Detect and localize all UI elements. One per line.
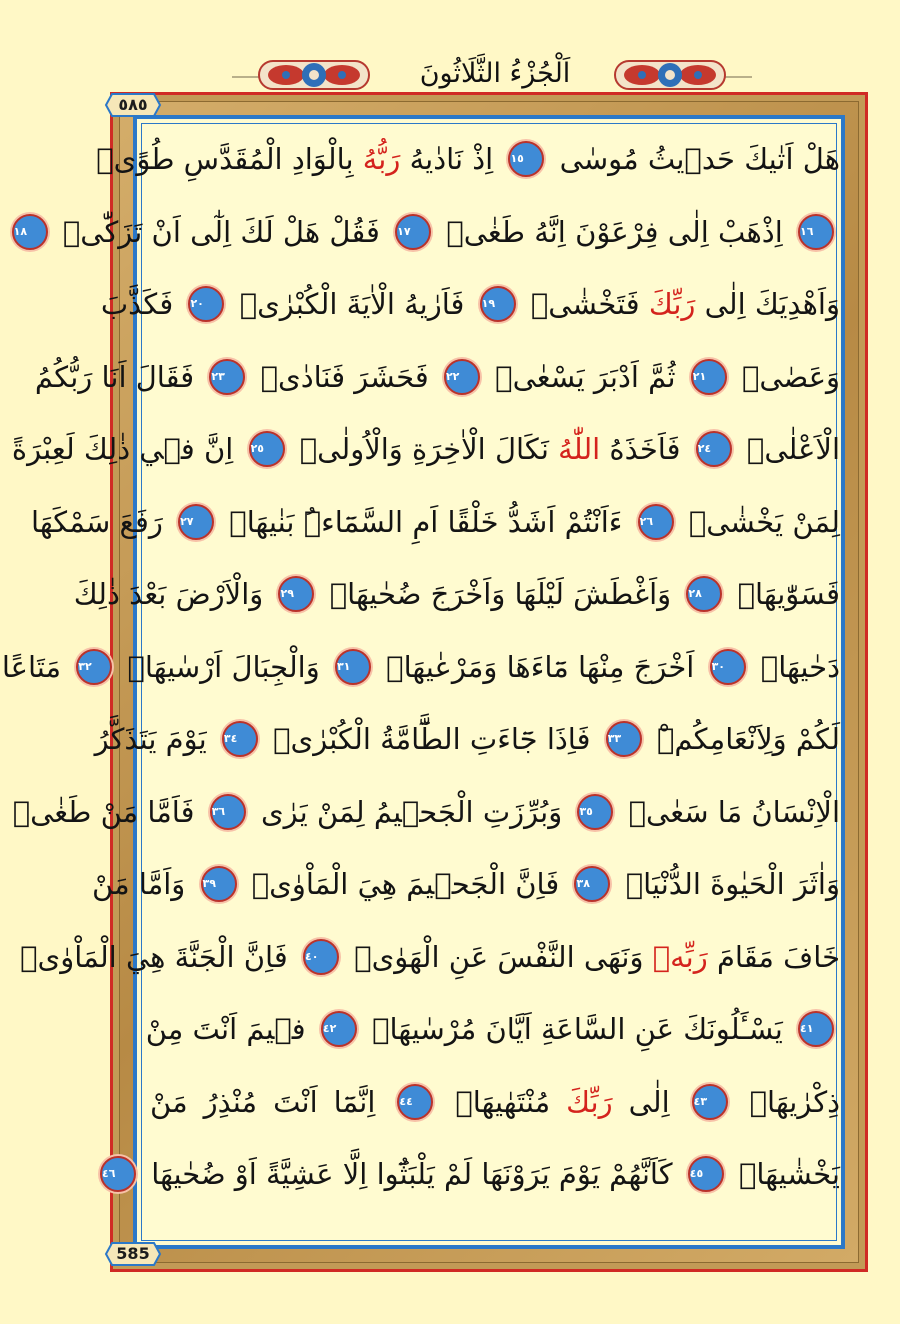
- verse-text: فَاَخَذَهُ: [600, 432, 681, 466]
- ayah-number-marker: ٣١: [335, 649, 371, 685]
- verse-text: فَتَخْشٰىۚ: [530, 287, 640, 321]
- verse-text: الْاِنْسَانُ مَا سَعٰىۙ: [628, 794, 840, 829]
- verse-text: اِذْ نَادٰيهُ: [400, 142, 494, 176]
- ayah-number-marker: ٢٧: [178, 504, 214, 540]
- verse-text: الْاَعْلٰىۘ: [746, 432, 840, 466]
- verse-text: يَسْـَٔلُونَكَ عَنِ السَّاعَةِ اَيَّانَ مُرْسٰيهَاۜ: [372, 1012, 783, 1046]
- text-line: [145, 1000, 840, 1058]
- divine-name-text: رَبِّكَ: [648, 287, 696, 321]
- text-line: [102, 1145, 840, 1203]
- verse-text: ذِكْرٰيهَاۜ: [749, 1084, 841, 1119]
- verse-text: رَفَعَ سَمْكَهَا: [31, 504, 163, 539]
- text-line: [96, 130, 840, 188]
- divine-name-text: اللّٰهُ: [558, 432, 601, 466]
- ayah-number-marker: ٤٢: [321, 1011, 357, 1047]
- text-line: [150, 1073, 840, 1131]
- ayah-number-marker: ٢٠: [188, 286, 224, 322]
- ayah-number-marker: ٣٢: [76, 649, 112, 685]
- text-line: [20, 928, 840, 986]
- verse-text: فَاَمَّا مَنْ طَغٰىۙ: [12, 794, 195, 829]
- ayah-number-marker: ٣٣: [606, 721, 642, 757]
- verse-text: كَاَنَّهُمْ يَوْمَ يَرَوْنَهَا لَمْ يَلْبَثُٓوا اِلَّا عَشِيَّةً اَوْ ضُحٰيهَا: [151, 1157, 673, 1191]
- text-line: [100, 275, 840, 333]
- verse-text: وَاَمَّا مَنْ: [92, 867, 186, 901]
- verse-text: اَخْرَجَ مِنْهَا مَٓاءَهَا وَمَرْعٰيهَاۖ: [386, 649, 695, 684]
- header-ornament-left-icon: [258, 55, 370, 95]
- verse-text: فَاَرٰيهُ الْاٰيَةَ الْكُبْرٰىۘ: [239, 287, 465, 321]
- ayah-number-marker: ٢١: [691, 359, 727, 395]
- verse-text: اِذْهَبْ اِلٰى فِرْعَوْنَ اِنَّهُ طَغٰىۘ: [446, 214, 783, 249]
- ayah-number-marker: ٤٦: [100, 1156, 136, 1192]
- verse-text: مُنْتَهٰيهَاۜ: [455, 1084, 551, 1119]
- verse-text: اِنَّمَٓا اَنْتَ مُنْذِرُ مَنْ: [150, 1084, 376, 1119]
- verse-text: اِلٰى: [612, 1084, 670, 1119]
- ayah-number-marker: ٣٩: [201, 866, 237, 902]
- verse-text: ثُمَّ اَدْبَرَ يَسْعٰىۘ: [495, 359, 676, 394]
- verse-text: هَلْ اَتٰيكَ حَدٖيثُ مُوسٰى: [559, 142, 840, 176]
- text-line: [92, 855, 840, 913]
- verse-text: لَكُمْ وَلِاَنْعَامِكُمْۜ: [656, 722, 840, 756]
- verse-text: فَاِنَّ الْجَنَّةَ هِيَ الْمَاْوٰىۜ: [20, 939, 288, 974]
- text-line: [73, 565, 840, 623]
- verse-text: فَقَالَ اَنَا رَبُّكُمُ: [34, 359, 195, 394]
- verse-text: فٖيمَ اَنْتَ مِنْ: [145, 1012, 306, 1046]
- ayah-number-marker: ٢٣: [209, 359, 245, 395]
- verse-text: فَاِنَّ الْجَحٖيمَ هِيَ الْمَاْوٰىۜ: [251, 867, 560, 901]
- ayah-number-marker: ١٩: [480, 286, 516, 322]
- verse-text: فَقُلْ هَلْ لَكَ اِلٰٓى اَنْ تَزَكّٰىۙ: [62, 214, 380, 249]
- verse-text: دَحٰيهَاۜ: [760, 649, 840, 684]
- verse-text: يَوْمَ يَتَذَكَّرُ: [94, 722, 207, 756]
- page-number-arabic: ٥٨٥: [118, 95, 148, 114]
- header-ornament-right-icon: [614, 55, 726, 95]
- ayah-number-marker: ٢٥: [249, 431, 285, 467]
- juz-title: اَلْجُزْءُ الثَّلَاثُونَ: [419, 58, 571, 89]
- verse-text: لِمَنْ يَخْشٰىۜ: [688, 504, 840, 539]
- verse-text: اِنَّ فٖي ذٰلِكَ لَعِبْرَةً: [11, 432, 234, 466]
- verse-text: فَحَشَرَ فَنَادٰىۘ: [260, 359, 429, 394]
- quran-text: [1, 130, 841, 1240]
- ayah-number-marker: ٢٩: [278, 576, 314, 612]
- ayah-number-marker: ٣٨: [574, 866, 610, 902]
- ayah-number-marker: ٢٦: [638, 504, 674, 540]
- ayah-number-marker: ٣٤: [222, 721, 258, 757]
- text-line: [11, 420, 840, 478]
- ayah-number-marker: ٢٤: [696, 431, 732, 467]
- ayah-number-marker: ٣٠: [710, 649, 746, 685]
- ayah-number-marker: ٤٥: [688, 1156, 724, 1192]
- divine-name-text: رَبُّهُ: [362, 142, 401, 176]
- verse-text: وَالْجِبَالَ اَرْسٰيهَاۙ: [127, 649, 320, 684]
- verse-text: وَاَغْطَشَ لَيْلَهَا وَاَخْرَجَ ضُحٰيهَاۖ: [329, 577, 672, 611]
- text-line: [13, 203, 840, 261]
- ayah-number-marker: ٤٤: [397, 1084, 433, 1120]
- text-line: [94, 710, 840, 768]
- text-line: [12, 783, 840, 841]
- verse-text: وَعَصٰىۘ: [741, 359, 840, 394]
- page-number-latin: 585: [116, 1244, 150, 1263]
- ayah-number-marker: ١٧: [395, 214, 431, 250]
- ayah-number-marker: ٤٠: [303, 939, 339, 975]
- verse-text: يَخْشٰيهَاۜ: [738, 1157, 840, 1191]
- ayah-number-marker: ٤١: [798, 1011, 834, 1047]
- verse-text: وَبُرِّزَتِ الْجَحٖيمُ لِمَنْ يَرٰى: [260, 794, 563, 829]
- text-line: [1, 638, 840, 696]
- verse-text: وَالْاَرْضَ بَعْدَ ذٰلِكَ: [73, 577, 264, 611]
- verse-text: وَاَهْدِيَكَ اِلٰى: [695, 287, 840, 321]
- verse-text: نَكَالَ الْاٰخِرَةِ وَالْاُولٰىۜ: [299, 432, 549, 466]
- verse-text: فَكَذَّبَ: [100, 287, 174, 321]
- page-number-top: [104, 92, 162, 118]
- verse-text: وَنَهَى النَّفْسَ عَنِ الْهَوٰىۙ: [354, 939, 644, 974]
- verse-text: فَسَوّٰيهَاۙ: [737, 577, 840, 611]
- text-line: [34, 348, 840, 406]
- ayah-number-marker: ٢٢: [444, 359, 480, 395]
- verse-text: وَاٰثَرَ الْحَيٰوةَ الدُّنْيَاۙ: [625, 867, 840, 901]
- ayah-number-marker: ٣٥: [577, 794, 613, 830]
- verse-text: مَتَاعًا: [1, 649, 62, 684]
- divine-name-text: رَبِّهٖ: [652, 939, 708, 974]
- ayah-number-marker: ٢٨: [686, 576, 722, 612]
- ayah-number-marker: ١٦: [798, 214, 834, 250]
- verse-text: خَافَ مَقَامَ: [707, 939, 840, 974]
- divine-name-text: رَبِّكَ: [566, 1084, 613, 1119]
- verse-text: فَاِذَا جَٓاءَتِ الطَّٓامَّةُ الْكُبْرٰىۘ: [273, 722, 591, 756]
- ayah-number-marker: ١٥: [508, 141, 544, 177]
- text-line: [31, 493, 840, 551]
- verse-text: بِالْوَادِ الْمُقَدَّسِ طُوًىۚ: [96, 142, 354, 176]
- ayah-number-marker: ١٨: [12, 214, 48, 250]
- verse-text: ءَاَنْتُمْ اَشَدُّ خَلْقًا اَمِ السَّمَٓاءُۜ بَنٰيهَاۜ: [229, 504, 623, 539]
- page-number-bottom: [104, 1241, 162, 1267]
- ayah-number-marker: ٤٣: [692, 1084, 728, 1120]
- ayah-number-marker: ٣٦: [210, 794, 246, 830]
